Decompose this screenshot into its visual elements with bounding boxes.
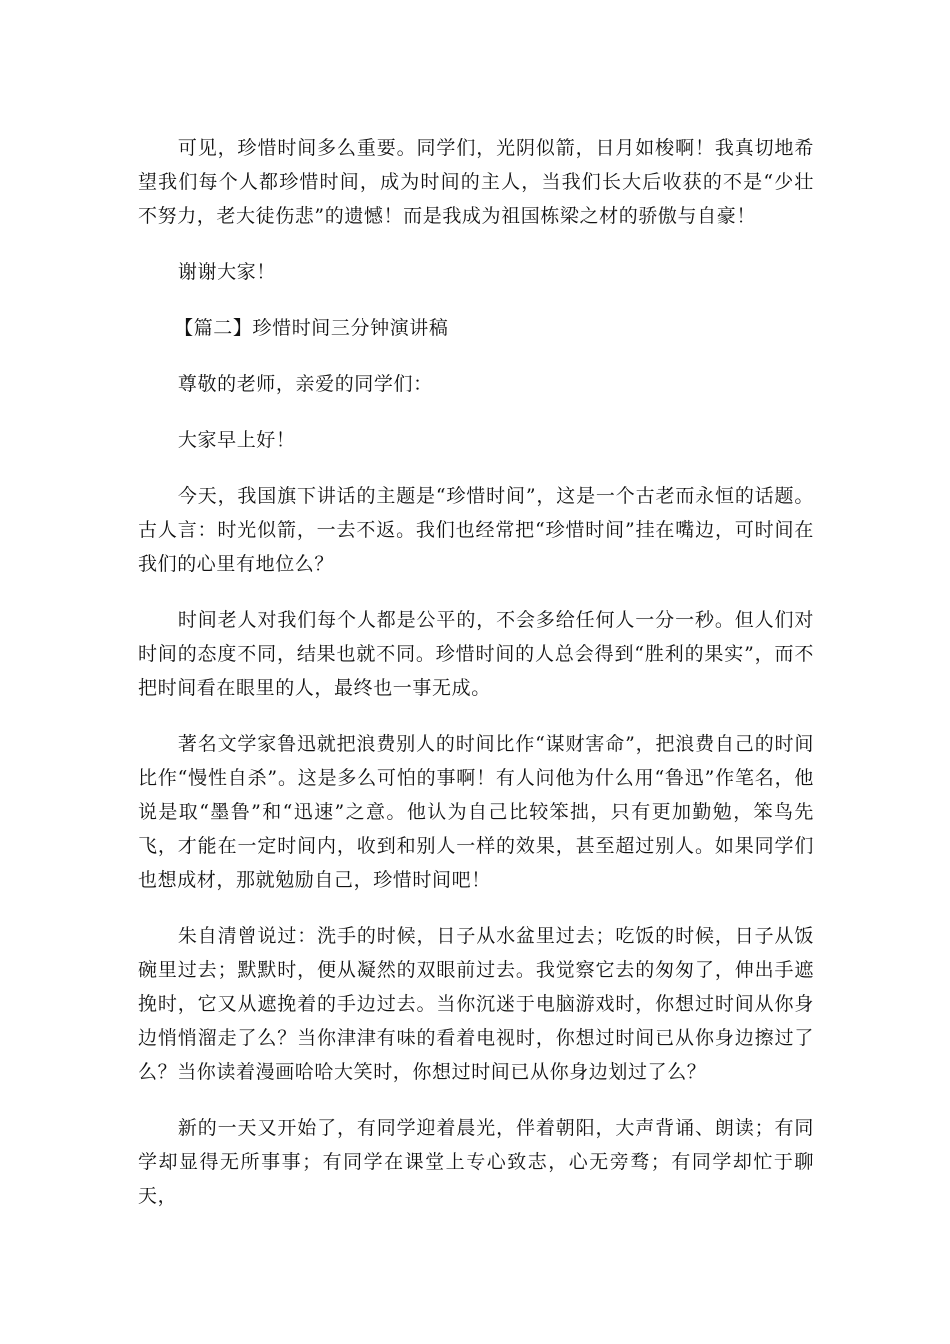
paragraph-fairness: 时间老人对我们每个人都是公平的，不会多给任何人一分一秒。但人们对时间的态度不同，结果也就不同。珍惜时间的人总会得到“胜利的果实”，而不把时间看在眼里的人，最终也一事无成。 xyxy=(138,609,814,699)
paragraph-salutation: 尊敬的老师，亲爱的同学们： xyxy=(177,373,433,395)
paragraph-luxun: 著名文学家鲁迅就把浪费别人的时间比作“谋财害命”，把浪费自己的时间比作“慢性自杀”。这是多么可怕的事啊！有人问他为什么用“鲁迅”作笔名，他说是取“墨鲁”和“迅速”之意。他认为自己比较笨拙，只有更加勤勉，笨鸟先飞，才能在一定时间内，收到和别人一样的效果，甚至超过别人。如果同学们也想成材，那就勉励自己，珍惜时间吧！ xyxy=(138,733,814,891)
paragraph-conclusion: 可见，珍惜时间多么重要。同学们，光阴似箭，日月如梭啊！我真切地希望我们每个人都珍惜时间，成为时间的主人，当我们长大后收获的不是“少壮不努力，老大徒伤悲”的遗憾！而是我成为祖国栋梁之材的骄傲与自豪！ xyxy=(138,137,814,227)
document-body xyxy=(138,131,814,1235)
paragraph-greeting: 大家早上好！ xyxy=(177,429,296,451)
paragraph-new-day: 新的一天又开始了，有同学迎着晨光，伴着朝阳，大声背诵、朗读；有同学却显得无所事事；有同学在课堂上专心致志，心无旁骛；有同学却忙于聊天， xyxy=(138,1117,814,1207)
section-heading: 【篇二】珍惜时间三分钟演讲稿 xyxy=(174,317,449,339)
paragraph-topic: 今天，我国旗下讲话的主题是“珍惜时间”，这是一个古老而永恒的话题。古人言：时光似箭，一去不返。我们也经常把“珍惜时间”挂在嘴边，可时间在我们的心里有地位么？ xyxy=(138,485,814,575)
paragraph-thanks: 谢谢大家！ xyxy=(177,261,276,283)
paragraph-zhuziqing: 朱自清曾说过：洗手的时候，日子从水盆里过去；吃饭的时候，日子从饭碗里过去；默默时，便从凝然的双眼前过去。我觉察它去的匆匆了，伸出手遮挽时，它又从遮挽着的手边过去。当你沉迷于电脑游戏时，你想过时间从你身边悄悄溜走了么？当你津津有味的看着电视时，你想过时间已从你身边擦过了么？当你读着漫画哈哈大笑时，你想过时间已从你身边划过了么？ xyxy=(138,925,814,1083)
